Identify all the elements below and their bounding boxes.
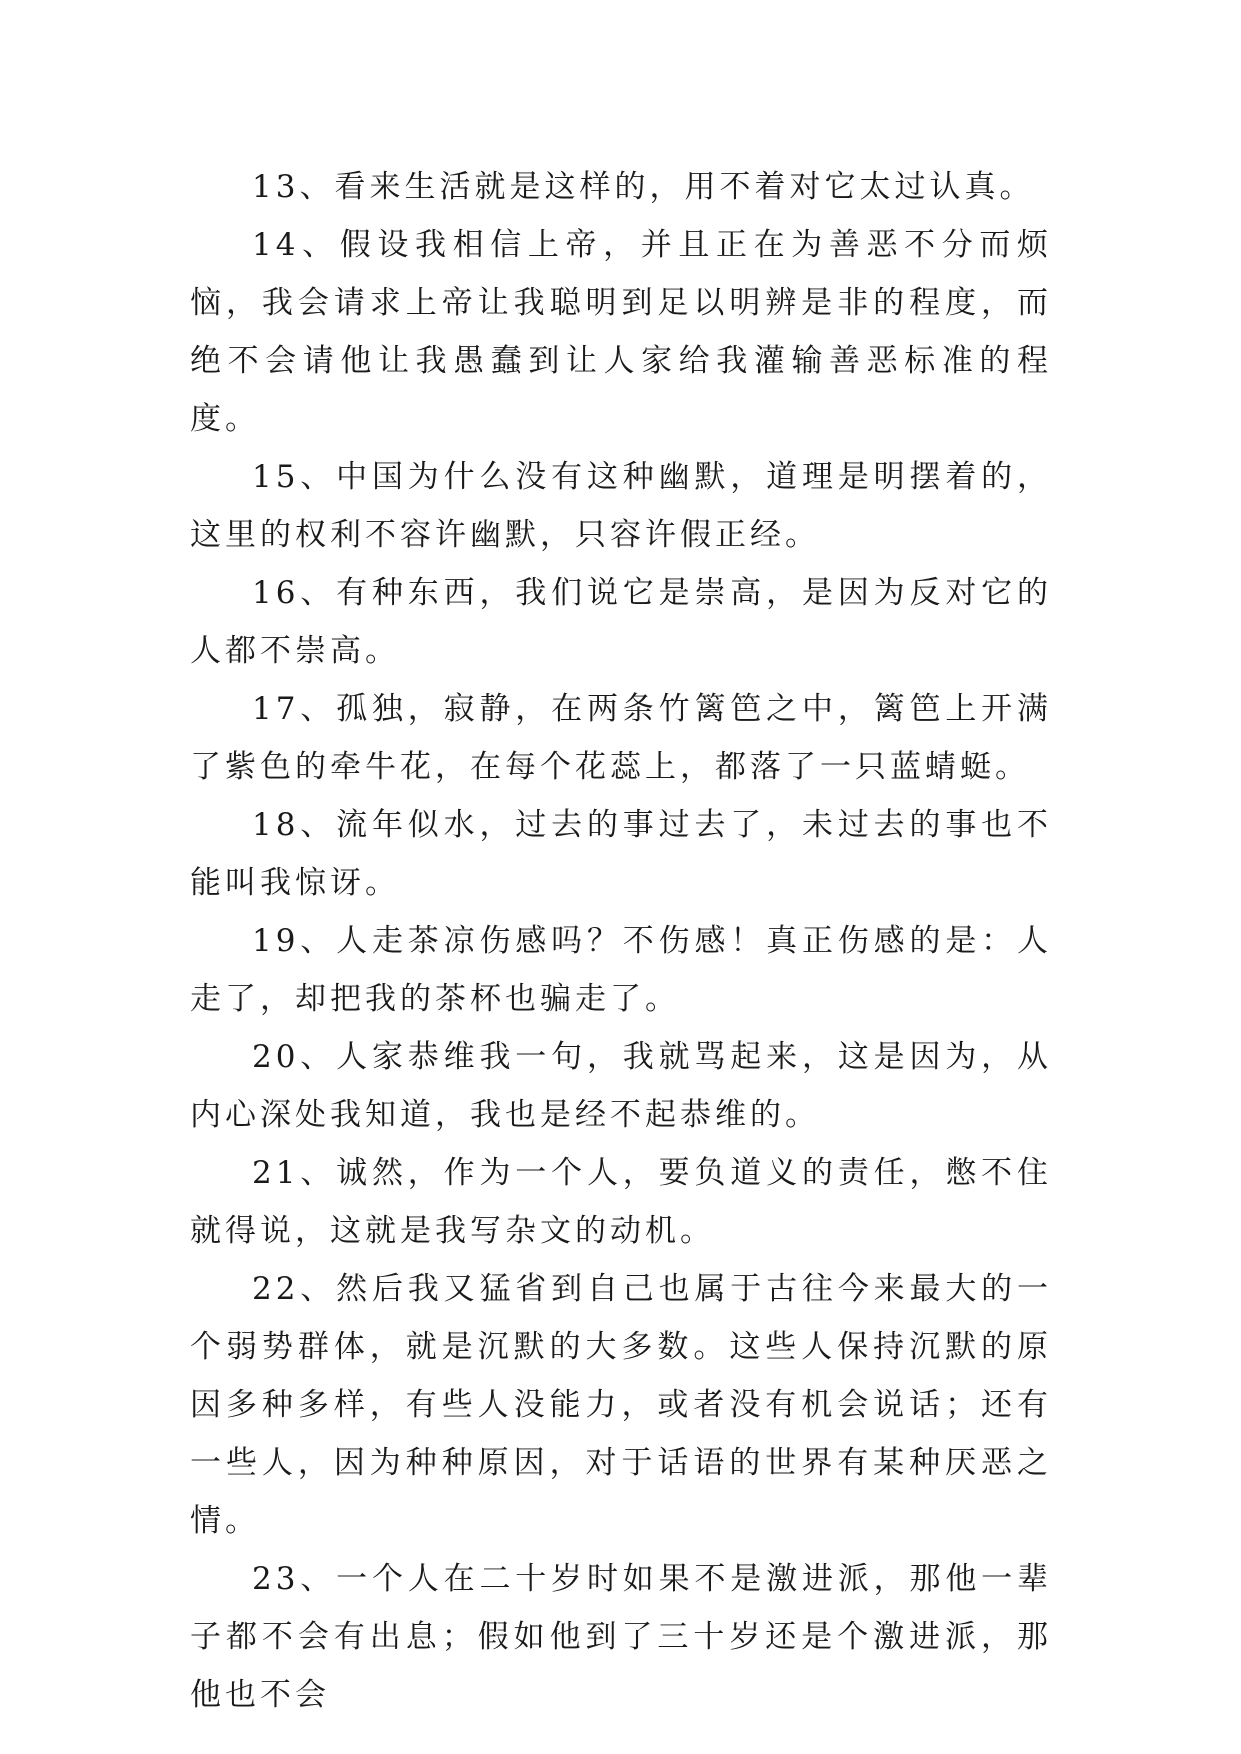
paragraph-18: 18、流年似水，过去的事过去了，未过去的事也不能叫我惊讶。 (190, 807, 1052, 901)
document-body (190, 158, 1052, 1724)
paragraph-17: 17、孤独，寂静，在两条竹篱笆之中，篱笆上开满了紫色的牵牛花，在每个花蕊上，都落了一只蓝蜻蜓。 (190, 691, 1052, 785)
paragraph-16: 16、有种东西，我们说它是崇高，是因为反对它的人都不崇高。 (190, 575, 1052, 669)
paragraph-14: 14、假设我相信上帝，并且正在为善恶不分而烦恼，我会请求上帝让我聪明到足以明辨是非的程度，而绝不会请他让我愚蠢到让人家给我灌输善恶标准的程度。 (190, 227, 1052, 437)
paragraph-13: 13、看来生活就是这样的，用不着对它太过认真。 (252, 169, 1035, 205)
paragraph-19: 19、人走茶凉伤感吗？不伤感！真正伤感的是：人走了，却把我的茶杯也骗走了。 (190, 923, 1052, 1017)
paragraph-20: 20、人家恭维我一句，我就骂起来，这是因为，从内心深处我知道，我也是经不起恭维的。 (190, 1039, 1052, 1133)
paragraph-15: 15、中国为什么没有这种幽默，道理是明摆着的，这里的权利不容许幽默，只容许假正经。 (190, 459, 1052, 553)
paragraph-22: 22、然后我又猛省到自己也属于古往今来最大的一个弱势群体，就是沉默的大多数。这些人保持沉默的原因多种多样，有些人没能力，或者没有机会说话；还有一些人，因为种种原因，对于话语的世界有某种厌恶之情。 (190, 1271, 1052, 1539)
paragraph-21: 21、诚然，作为一个人，要负道义的责任，憋不住就得说，这就是我写杂文的动机。 (190, 1155, 1052, 1249)
paragraph-23: 23、一个人在二十岁时如果不是激进派，那他一辈子都不会有出息；假如他到了三十岁还是个激进派，那他也不会 (190, 1561, 1052, 1713)
